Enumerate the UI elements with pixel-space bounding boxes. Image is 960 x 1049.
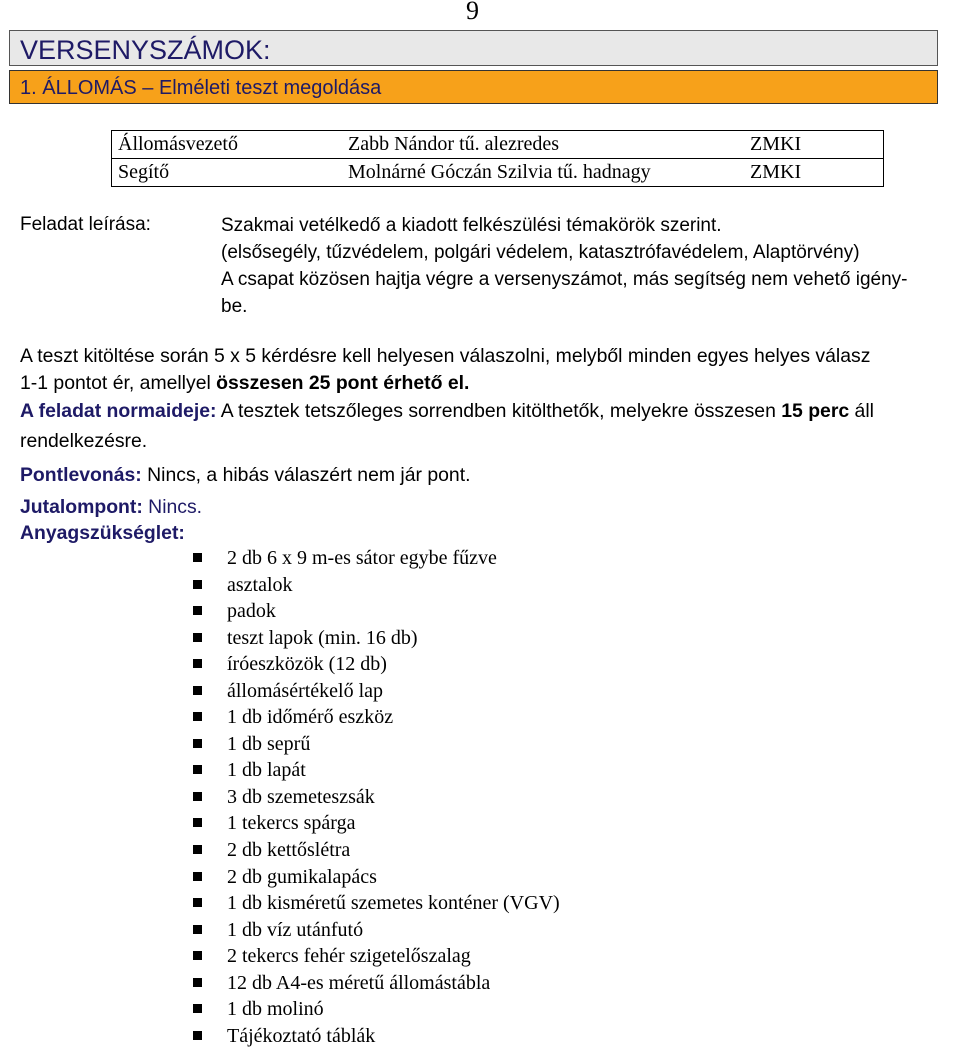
task-label: Feladat leírása: (20, 214, 151, 235)
list-item-text: 1 db seprű (227, 732, 311, 755)
square-bullet-icon (193, 553, 202, 562)
list-item-text: 2 db kettőslétra (227, 839, 351, 862)
role-cell: Segítő (112, 159, 343, 187)
square-bullet-icon (193, 818, 202, 827)
unit-cell: ZMKI (744, 159, 884, 187)
square-bullet-icon (193, 712, 202, 721)
list-item (193, 837, 560, 864)
list-item-text: padok (227, 600, 276, 623)
square-bullet-icon (193, 792, 202, 801)
square-bullet-icon (193, 898, 202, 907)
penalty-text: Nincs, a hibás válaszért nem jár pont. (141, 464, 471, 486)
square-bullet-icon (193, 686, 202, 695)
page-number: 9 (466, 0, 479, 25)
name-cell: Zabb Nándor tű. alezredes (342, 131, 744, 159)
list-item (193, 1023, 560, 1049)
list-item-text: asztalok (227, 573, 293, 596)
scoring-total: összesen 25 pont érhető el (216, 372, 465, 394)
list-item (193, 731, 560, 758)
section-title: VERSENYSZÁMOK: (9, 30, 938, 66)
list-item (193, 784, 560, 811)
norm-time-line (20, 398, 874, 424)
list-item (193, 890, 560, 917)
task-line: (elsősegély, tűzvédelem, polgári védelem, katasztrófavédelem, Alaptörvény) (221, 242, 860, 263)
list-item-text: 2 tekercs fehér szigetelőszalag (227, 945, 471, 968)
square-bullet-icon (193, 739, 202, 748)
bonus-label: Jutalompont: (20, 496, 143, 518)
list-item-text: 3 db szemeteszsák (227, 785, 375, 808)
list-item (193, 572, 560, 599)
materials-list (193, 545, 560, 1049)
list-item-text: 1 db időmérő eszköz (227, 706, 394, 729)
scoring-line-1: A teszt kitöltése során 5 x 5 kérdésre kell helyesen válaszolni, melyből minden egyes helyes válasz (20, 345, 871, 367)
list-item (193, 598, 560, 625)
bonus-text: Nincs. (142, 496, 203, 518)
list-item (193, 917, 560, 944)
list-item-text: állomásértékelő lap (227, 679, 384, 702)
list-item-text: 1 db lapát (227, 759, 306, 782)
square-bullet-icon (193, 1031, 202, 1040)
station-title: 1. ÁLLOMÁS – Elméleti teszt megoldása (9, 70, 938, 104)
list-item (193, 757, 560, 784)
table-row (112, 131, 884, 159)
list-item-text: Tájékoztató táblák (227, 1024, 376, 1047)
square-bullet-icon (193, 633, 202, 642)
square-bullet-icon (193, 978, 202, 987)
list-item (193, 970, 560, 997)
list-item (193, 864, 560, 891)
role-cell: Állomásvezető (112, 131, 343, 159)
list-item-text: 12 db A4-es méretű állomástábla (227, 971, 491, 994)
list-item-text: 1 db molinó (227, 998, 324, 1021)
task-line: Szakmai vetélkedő a kiadott felkészülési témakörök szerint. (221, 215, 722, 236)
square-bullet-icon (193, 872, 202, 881)
table-row (112, 159, 884, 187)
scoring-period: . (464, 372, 470, 394)
square-bullet-icon (193, 659, 202, 668)
task-line: be. (221, 296, 248, 317)
square-bullet-icon (193, 845, 202, 854)
norm-time-text: A tesztek tetszőleges sorrendben kitölthetők, melyekre összesen (216, 400, 782, 422)
materials-label: Anyagszükséglet: (20, 522, 185, 544)
task-description (221, 212, 956, 320)
list-item-text: íróeszközök (12 db) (227, 653, 387, 676)
list-item (193, 943, 560, 970)
norm-time-line-2: rendelkezésre. (20, 430, 148, 452)
penalty-line (20, 462, 470, 488)
square-bullet-icon (193, 925, 202, 934)
norm-time-value: 15 perc (781, 400, 850, 422)
list-item-text: teszt lapok (min. 16 db) (227, 626, 418, 649)
penalty-label: Pontlevonás: (20, 464, 142, 486)
list-item-text: 1 db víz utánfutó (227, 918, 364, 941)
list-item (193, 545, 560, 572)
list-item (193, 678, 560, 705)
square-bullet-icon (193, 765, 202, 774)
unit-cell: ZMKI (744, 131, 884, 159)
list-item (193, 651, 560, 678)
task-line: A csapat közösen hajtja végre a versenyszámot, más segítség nem vehető igény- (221, 269, 908, 290)
name-cell: Molnárné Góczán Szilvia tű. hadnagy (342, 159, 744, 187)
square-bullet-icon (193, 1004, 202, 1013)
list-item-text: 2 db 6 x 9 m-es sátor egybe fűzve (227, 547, 497, 569)
square-bullet-icon (193, 606, 202, 615)
staff-table (111, 130, 884, 187)
square-bullet-icon (193, 951, 202, 960)
scoring-text: 1-1 pontot ér, amellyel (20, 372, 217, 394)
norm-time-suffix: áll (849, 400, 874, 422)
bonus-line (20, 494, 202, 520)
list-item (193, 704, 560, 731)
list-item (193, 996, 560, 1023)
norm-time-label: A feladat normaideje: (20, 400, 217, 422)
list-item (193, 810, 560, 837)
scoring-line-2 (20, 370, 469, 396)
list-item (193, 625, 560, 652)
list-item-text: 1 db kisméretű szemetes konténer (VGV) (227, 892, 560, 915)
list-item-text: 2 db gumikalapács (227, 865, 377, 888)
square-bullet-icon (193, 580, 202, 589)
list-item-text: 1 tekercs spárga (227, 812, 356, 835)
